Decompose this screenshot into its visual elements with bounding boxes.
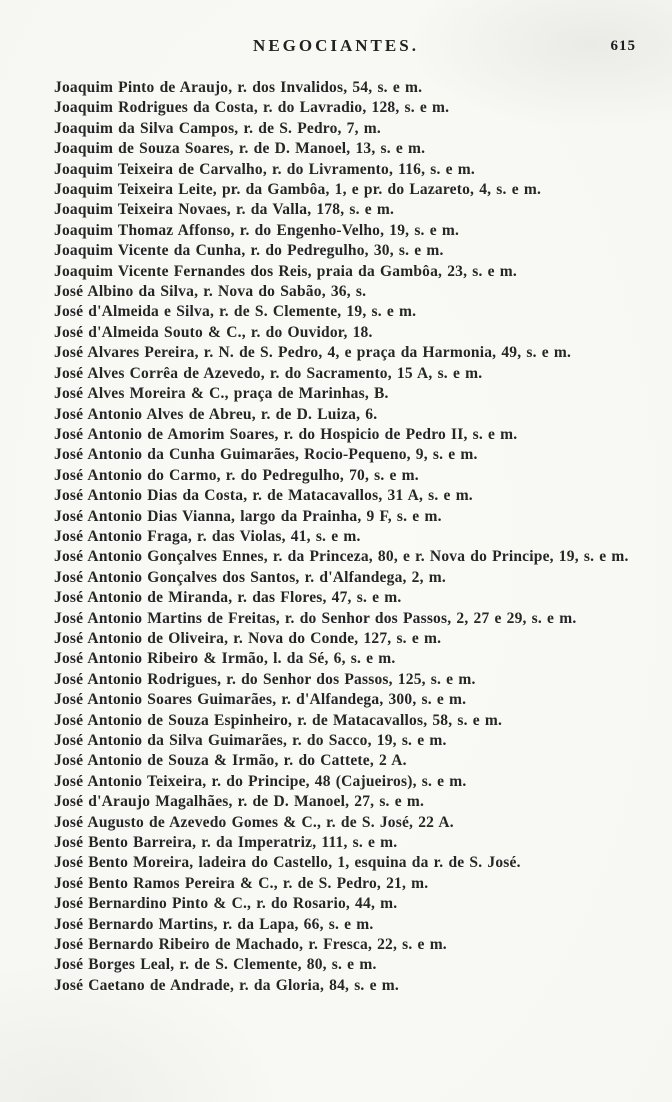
list-item: José Antonio Dias da Costa, r. de Matacavallos, 31 A, s. e m. xyxy=(54,487,473,505)
list-item: José Antonio de Souza Espinheiro, r. de Matacavallos, 58, s. e m. xyxy=(54,711,503,729)
list-item: José Antonio Ribeiro & Irmão, l. da Sé, 6, s. e m. xyxy=(54,650,396,668)
list-item: Joaquim Vicente Fernandes dos Reis, praia da Gambôa, 23, s. e m. xyxy=(54,262,517,280)
list-item: José Bernardo Martins, r. da Lapa, 66, s. e m. xyxy=(54,915,374,933)
list-item: José Bento Barreira, r. da Imperatriz, 111, s. e m. xyxy=(54,834,398,852)
list-item: José Antonio Fraga, r. das Violas, 41, s. e m. xyxy=(54,527,361,545)
list-item: José Antonio Gonçalves Ennes, r. da Princeza, 80, e r. Nova do Principe, 19, s. e m. xyxy=(54,548,629,566)
list-item: José Bento Moreira, ladeira do Castello, 1, esquina da r. de S. José. xyxy=(54,854,521,872)
list-item: José Antonio Alves de Abreu, r. de D. Luiza, 6. xyxy=(54,405,378,423)
page-header xyxy=(0,0,672,66)
list-item: José Antonio de Miranda, r. das Flores, 47, s. e m. xyxy=(54,589,402,607)
list-item: José Caetano de Andrade, r. da Gloria, 84, s. e m. xyxy=(54,976,399,994)
entries-list xyxy=(0,78,672,996)
list-item: José Alves Corrêa de Azevedo, r. do Sacramento, 15 A, s. e m. xyxy=(54,364,483,382)
list-item: José Antonio Gonçalves dos Santos, r. d'Alfandega, 2, m. xyxy=(54,568,446,586)
page-number: 615 xyxy=(610,38,636,54)
list-item: José Alvares Pereira, r. N. de S. Pedro, 4, e praça da Harmonia, 49, s. e m. xyxy=(54,344,572,362)
list-item: José Albino da Silva, r. Nova do Sabão, 36, s. xyxy=(54,283,367,301)
list-item: José Bernardo Ribeiro de Machado, r. Fresca, 22, s. e m. xyxy=(54,936,447,954)
list-item: José Antonio Martins de Freitas, r. do Senhor dos Passos, 2, 27 e 29, s. e m. xyxy=(54,609,577,627)
list-item: José Antonio Rodrigues, r. do Senhor dos Passos, 125, s. e m. xyxy=(54,670,476,688)
list-item: José Antonio do Carmo, r. do Pedregulho, 70, s. e m. xyxy=(54,466,419,484)
list-item: José Antonio Soares Guimarães, r. d'Alfandega, 300, s. e m. xyxy=(54,691,467,709)
list-item: José Antonio Teixeira, r. do Principe, 48 (Cajueiros), s. e m. xyxy=(54,772,467,790)
list-item: José d'Almeida Souto & C., r. do Ouvidor, 18. xyxy=(54,323,373,341)
list-item: José Antonio Dias Vianna, largo da Prainha, 9 F, s. e m. xyxy=(54,507,442,525)
list-item: José Borges Leal, r. de S. Clemente, 80, s. e m. xyxy=(54,956,377,974)
list-item: Joaquim Rodrigues da Costa, r. do Lavradio, 128, s. e m. xyxy=(54,99,450,117)
list-item: José Augusto de Azevedo Gomes & C., r. de S. José, 22 A. xyxy=(54,813,454,831)
list-item: Joaquim Teixeira de Carvalho, r. do Livramento, 116, s. e m. xyxy=(54,160,475,178)
list-item: José Antonio da Silva Guimarães, r. do Sacco, 19, s. e m. xyxy=(54,732,447,749)
list-item: Joaquim da Silva Campos, r. de S. Pedro, 7, m. xyxy=(54,119,381,137)
list-item: Joaquim Pinto de Araujo, r. dos Invalidos, 54, s. e m. xyxy=(54,79,423,96)
list-item: José d'Araujo Magalhães, r. de D. Manoel, 27, s. e m. xyxy=(54,793,425,811)
list-item: José Bernardino Pinto & C., r. do Rosario, 44, m. xyxy=(54,895,398,913)
list-item: Joaquim Vicente da Cunha, r. do Pedregulho, 30, s. e m. xyxy=(54,242,444,260)
list-item: José Antonio de Oliveira, r. Nova do Conde, 127, s. e m. xyxy=(54,629,442,647)
page-title: NEGOCIANTES. xyxy=(253,36,419,55)
list-item: José Antonio da Cunha Guimarães, Rocio-Pequeno, 9, s. e m. xyxy=(54,446,478,464)
list-item: Joaquim de Souza Soares, r. de D. Manoel, 13, s. e m. xyxy=(54,140,426,158)
list-item: José Antonio de Souza & Irmão, r. do Cattete, 2 A. xyxy=(54,752,407,770)
list-item: Joaquim Teixeira Novaes, r. da Valla, 178, s. e m. xyxy=(54,201,395,219)
list-item: José Alves Moreira & C., praça de Marinhas, B. xyxy=(54,385,389,403)
list-item: José Bento Ramos Pereira & C., r. de S. Pedro, 21, m. xyxy=(54,874,429,892)
list-item: Joaquim Thomaz Affonso, r. do Engenho-Velho, 19, s. e m. xyxy=(54,221,460,239)
list-item: José Antonio de Amorim Soares, r. do Hospicio de Pedro II, s. e m. xyxy=(54,425,518,443)
list-item: Joaquim Teixeira Leite, pr. da Gambôa, 1, e pr. do Lazareto, 4, s. e m. xyxy=(54,181,542,199)
list-item: José d'Almeida e Silva, r. de S. Clemente, 19, s. e m. xyxy=(54,303,417,321)
